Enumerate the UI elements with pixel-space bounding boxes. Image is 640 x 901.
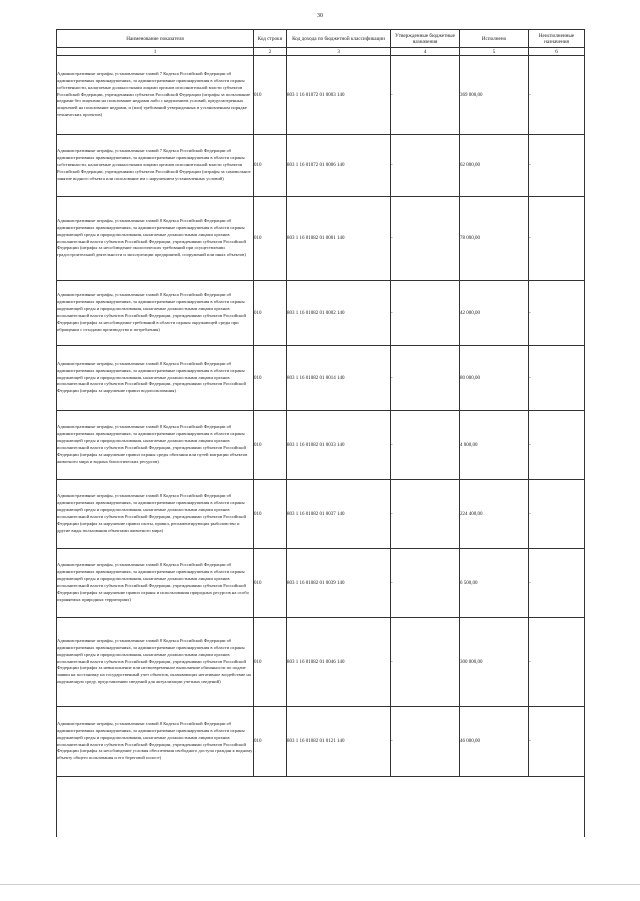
executed-amount: 46 000,00 (460, 707, 529, 777)
unexecuted-amount: - (529, 549, 585, 618)
revenue-table (56, 29, 585, 837)
executed-amount: 6 500,00 (460, 549, 529, 618)
indicator-name: Административные штрафы, установленные главой 8 Кодекса Российской Федерации об административных правонарушениях, за административные правонарушения в области охраны окружающей среды и природопользования, налагаемые должностными лицами органов исполнительной власти субъектов Российской Федерации, учреждениями субъектов Российской Федерации (штрафы за несоблюдение условия обеспечения свободного доступа граждан к водному объекту общего пользования и его береговой полосе) (57, 707, 254, 777)
table-row (57, 135, 585, 197)
page-bottom-edge (0, 884, 640, 885)
indicator-name: Административные штрафы, установленные главой 8 Кодекса Российской Федерации об административных правонарушениях, за административные правонарушения в области охраны окружающей среды и природопользования, налагаемые должностными лицами органов исполнительной власти субъектов Российской Федерации, учреждениями субъектов Российской Федерации (штрафы за несоблюдение экологических требований при осуществлении градостроительной деятельности и эксплуатации предприятий, сооружений или иных объектов) (57, 197, 254, 281)
approved-amount: - (391, 618, 460, 707)
line-code: 010 (254, 549, 287, 618)
approved-amount: - (391, 549, 460, 618)
table-row (57, 56, 585, 135)
executed-amount: 4 000,00 (460, 411, 529, 480)
unexecuted-amount: - (529, 135, 585, 197)
line-code: 010 (254, 346, 287, 411)
table-row (57, 411, 585, 480)
executed-amount: 224 400,00 (460, 480, 529, 549)
column-number-row (57, 48, 585, 56)
table-row (57, 618, 585, 707)
unexecuted-amount: - (529, 618, 585, 707)
column-number: 2 (254, 48, 287, 56)
indicator-name: Административные штрафы, установленные главой 7 Кодекса Российской Федерации об административных правонарушениях, за административные правонарушения в области охраны собственности, налагаемые должностными лицами органов исполнительной власти субъектов Российской Федерации, учреждениями субъектов Российской Федерации (штрафы за пользование недрами без лицензии на пользование недрами либо с нарушением условий, предусмотренных лицензией на пользование недрами, и (или) требований утвержденных в установленном порядке технических проектов) (57, 56, 254, 135)
executed-amount: 300 000,00 (460, 618, 529, 707)
indicator-name: Административные штрафы, установленные главой 7 Кодекса Российской Федерации об административных правонарушениях, за административные правонарушения в области охраны собственности, налагаемые должностными лицами органов исполнительной власти субъектов Российской Федерации, учреждениями субъектов Российской Федерации (штрафы за самовольное занятие водного объекта или пользование им с нарушением установленных условий) (57, 135, 254, 197)
budget-code: 803 1 16 01082 01 0121 140 (287, 707, 391, 777)
budget-code: 803 1 16 01082 01 0037 140 (287, 480, 391, 549)
table-row (57, 480, 585, 549)
table-header-row (57, 30, 585, 48)
indicator-name: Административные штрафы, установленные главой 8 Кодекса Российской Федерации об административных правонарушениях, за административные правонарушения в области охраны окружающей среды и природопользования, налагаемые должностными лицами органов исполнительной власти субъектов Российской Федерации, учреждениями субъектов Российской Федерации (штрафы за нарушение правил охраны и использования природных ресурсов на особо охраняемых природных территориях) (57, 549, 254, 618)
line-code: 010 (254, 197, 287, 281)
header-approved: Утвержденные бюджетные назначения (391, 30, 460, 48)
table-row (57, 197, 585, 281)
header-executed: Исполнено (460, 30, 529, 48)
executed-amount: 62 000,00 (460, 135, 529, 197)
budget-code: 803 1 16 01082 01 0033 140 (287, 411, 391, 480)
page-number: 30 (317, 13, 323, 19)
table-row (57, 281, 585, 346)
table-row (57, 549, 585, 618)
header-indicator-name: Наименование показателя (57, 30, 254, 48)
header-budget-code: Код дохода по бюджетной классификации (287, 30, 391, 48)
column-number: 6 (529, 48, 585, 56)
line-code: 010 (254, 56, 287, 135)
executed-amount: 369 000,00 (460, 56, 529, 135)
indicator-name: Административные штрафы, установленные главой 8 Кодекса Российской Федерации об административных правонарушениях, за административные правонарушения в области охраны окружающей среды и природопользования, налагаемые должностными лицами органов исполнительной власти субъектов Российской Федерации, учреждениями субъектов Российской Федерации (штрафы за нарушение правил водопользования) (57, 346, 254, 411)
column-number: 5 (460, 48, 529, 56)
executed-amount: 78 000,00 (460, 197, 529, 281)
executed-amount: 42 000,00 (460, 281, 529, 346)
executed-amount: 80 000,00 (460, 346, 529, 411)
approved-amount: - (391, 707, 460, 777)
budget-code: 803 1 16 01072 01 0006 140 (287, 135, 391, 197)
table-row (57, 346, 585, 411)
line-code: 010 (254, 707, 287, 777)
approved-amount: - (391, 346, 460, 411)
table-row (57, 707, 585, 777)
unexecuted-amount: - (529, 411, 585, 480)
budget-code: 803 1 16 01072 01 0003 140 (287, 56, 391, 135)
unexecuted-amount: - (529, 56, 585, 135)
unexecuted-amount: - (529, 197, 585, 281)
approved-amount: - (391, 411, 460, 480)
header-line-code: Код строки (254, 30, 287, 48)
unexecuted-amount: - (529, 480, 585, 549)
approved-amount: - (391, 480, 460, 549)
table-continuation (57, 777, 585, 838)
approved-amount: - (391, 281, 460, 346)
column-number: 3 (287, 48, 391, 56)
line-code: 010 (254, 480, 287, 549)
line-code: 010 (254, 281, 287, 346)
budget-code: 803 1 16 01082 01 0046 140 (287, 618, 391, 707)
unexecuted-amount: - (529, 281, 585, 346)
approved-amount: - (391, 56, 460, 135)
indicator-name: Административные штрафы, установленные главой 8 Кодекса Российской Федерации об административных правонарушениях, за административные правонарушения в области охраны окружающей среды и природопользования, налагаемые должностными лицами органов исполнительной власти субъектов Российской Федерации, учреждениями субъектов Российской Федерации (штрафы за невыполнение или несвоевременное выполнение обязанности по подаче заявки на постановку на государственный учет объектов, оказывающих негативное воздействие на окружающую среду, представлению сведений для актуализации учетных сведений) (57, 618, 254, 707)
budget-code: 803 1 16 01082 01 0039 140 (287, 549, 391, 618)
approved-amount: - (391, 197, 460, 281)
line-code: 010 (254, 411, 287, 480)
line-code: 010 (254, 618, 287, 707)
indicator-name: Административные штрафы, установленные главой 8 Кодекса Российской Федерации об административных правонарушениях, за административные правонарушения в области охраны окружающей среды и природопользования, налагаемые должностными лицами органов исполнительной власти субъектов Российской Федерации, учреждениями субъектов Российской Федерации (штрафы за нарушение правил охраны среды обитания или путей миграции объектов животного мира и водных биологических ресурсов) (57, 411, 254, 480)
table-continuation-cell (57, 777, 585, 838)
unexecuted-amount: - (529, 707, 585, 777)
column-number: 1 (57, 48, 254, 56)
budget-code: 803 1 16 01082 01 0002 140 (287, 281, 391, 346)
header-unexecuted: Неисполненные назначения (529, 30, 585, 48)
indicator-name: Административные штрафы, установленные главой 8 Кодекса Российской Федерации об административных правонарушениях, за административные правонарушения в области охраны окружающей среды и природопользования, налагаемые должностными лицами органов исполнительной власти субъектов Российской Федерации, учреждениями субъектов Российской Федерации (штрафы за нарушение правил охоты, правил, регламентирующих рыболовство и другие виды пользования объектами животного мира) (57, 480, 254, 549)
budget-code: 803 1 16 01082 01 0001 140 (287, 197, 391, 281)
unexecuted-amount: - (529, 346, 585, 411)
line-code: 010 (254, 135, 287, 197)
indicator-name: Административные штрафы, установленные главой 8 Кодекса Российской Федерации об административных правонарушениях, за административные правонарушения в области охраны окружающей среды и природопользования, налагаемые должностными лицами органов исполнительной власти субъектов Российской Федерации, учреждениями субъектов Российской Федерации (штрафы за несоблюдение требований в области охраны окружающей среды при обращении с отходами производства и потребления) (57, 281, 254, 346)
column-number: 4 (391, 48, 460, 56)
budget-code: 803 1 16 01082 01 0014 140 (287, 346, 391, 411)
approved-amount: - (391, 135, 460, 197)
